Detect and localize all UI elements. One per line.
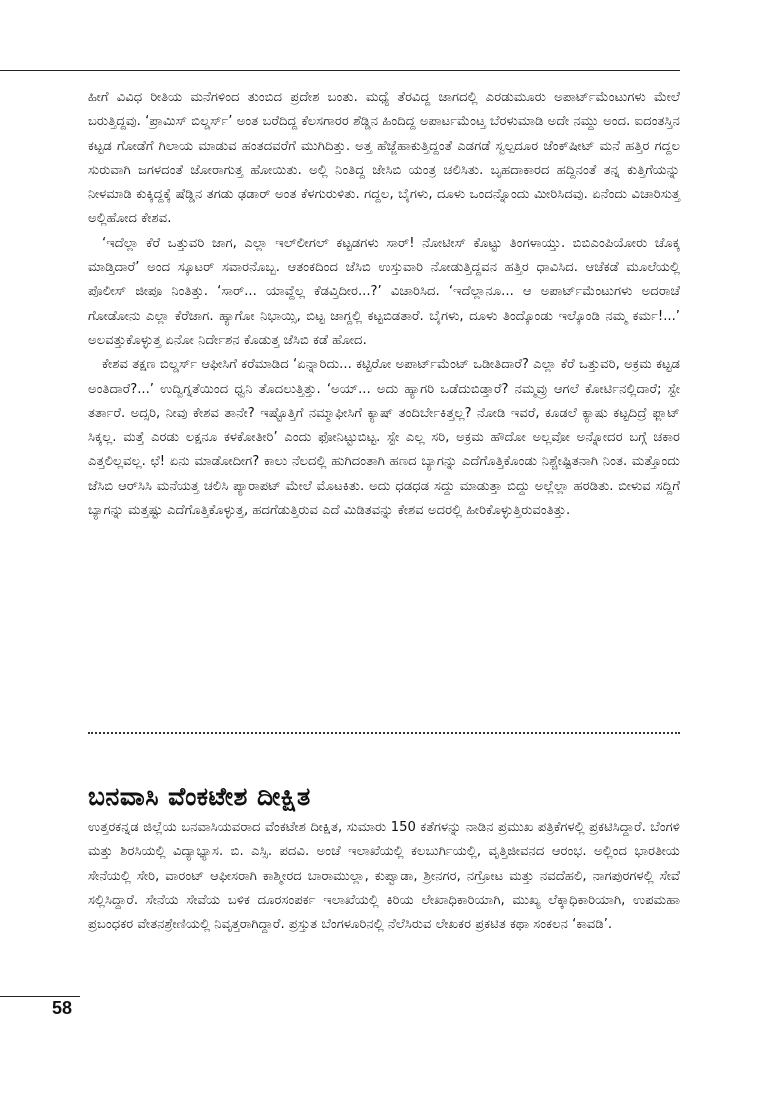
top-rule bbox=[0, 70, 680, 71]
story-body bbox=[88, 86, 680, 523]
author-bio-text: ಉತ್ತರಕನ್ನಡ ಜಿಲ್ಲೆಯ ಬನವಾಸಿಯವರಾದ ವೆಂಕಟೇಶ ದೀಕ್ಷಿತ, ಸುಮಾರು 150 ಕತೆಗಳನ್ನು ನಾಡಿನ ಪ್ರಮುಖ ಪತ್ರಿಕೆಗಳಲ್ಲಿ ಪ್ರಕಟಿಸಿದ್ದಾರೆ. ಬೆಂಗಳಿ ಮತ್ತು ಶಿರಸಿಯಲ್ಲಿ ವಿದ್ಯಾಭ್ಯಾಸ. ಬಿ. ಎಸ್ಸಿ. ಪದವಿ. ಅಂಚೆ ಇಲಾಖೆಯಲ್ಲಿ ಕಲಬುರ್ಗಿಯಲ್ಲಿ, ವೃತ್ತಿಜೀವನದ ಆರಂಭ. ಅಲ್ಲಿಂದ ಭಾರತೀಯ ಸೇನೆಯಲ್ಲಿ ಸೇರಿ, ವಾರಂಟ್ ಆಫೀಸರಾಗಿ ಕಾಶ್ಮೀರದ ಬಾರಾಮುಲ್ಲಾ, ಕುಪ್ವಾಡಾ, ಶ್ರೀನಗರ, ನಗ್ರೋಟ ಮತ್ತು ನವದೆಹಲಿ, ನಾಗಪುರಗಳಲ್ಲಿ ಸೇವೆ ಸಲ್ಲಿಸಿದ್ದಾರೆ. ಸೇನೆಯ ಸೇವೆಯ ಬಳಿಕ ದೂರಸಂಪರ್ಕ ಇಲಾಖೆಯಲ್ಲಿ ಕಿರಿಯ ಲೇಖಾಧಿಕಾರಿಯಾಗಿ, ಮುಖ್ಯ ಲೆಕ್ಕಾಧಿಕಾರಿಯಾಗಿ, ಉಪಮಹಾ ಪ್ರಬಂಧಕರ ವೇತನಶ್ರೇಣಿಯಲ್ಲಿ ನಿವೃತ್ತರಾಗಿದ್ದಾರೆ. ಪ್ರಸ್ತುತ ಬೆಂಗಳೂರಿನಲ್ಲಿ ನೆಲೆಸಿರುವ ಲೇಖಕರ ಪ್ರಕಟಿತ ಕಥಾ ಸಂಕಲನ ‘ಕಾವಡಿ’. bbox=[88, 820, 680, 933]
section-divider bbox=[88, 732, 680, 734]
author-bio bbox=[88, 816, 680, 937]
page-number: 58 bbox=[52, 998, 73, 1018]
story-paragraph: ಕೇಶವ ತಕ್ಷಣ ಬಿಲ್ಡರ್ಸ್ ಆಫೀಸಿಗೆ ಕರೆಮಾಡಿದ ‘ಏನ್ನಾರಿದು... ಕಟ್ಟಿರೋ ಅಪಾರ್ಟ್‌ಮೆಂಟ್ ಒಡೀತಿದಾರೆ? ಎಲ್ಲಾ ಕೆರೆ ಒತ್ತುವರಿ, ಅಕ್ರಮ ಕಟ್ಟಡ ಅಂತಿದಾರೆ?...’ ಉದ್ವಿಗ್ನತೆಯಿಂದ ಧ್ವನಿ ತೊದಲುತ್ತಿತ್ತು. ‘ಅಯ್... ಅದು ಹ್ಯಾಗರಿ ಒಡೆದುಬಿಡ್ತಾರೆ? ನಮ್ಮವ್ರು ಆಗಲೆ ಕೋರ್ಟಿನಲ್ಲಿದಾರೆ; ಸ್ಟೇ ತರ್ತಾರೆ. ಅದ್ಸರಿ, ನೀವು ಕೇಶವ ತಾನೇ? ಇಷ್ಟೊತ್ತಿಗೆ ನಮ್ಮಾಫೀಸಿಗೆ ಕ್ಯಾಷ್ ತಂದಿರ್ಬೇಕಿತ್ತಲ್ಲ? ನೋಡಿ ಇವರೆ, ಕೂಡಲೆ ಕ್ಯಾಷು ಕಟ್ಟದಿದ್ರೆ ಫ್ಲಾಟ್ ಸಿಕ್ಕಲ್ಲ. ಮತ್ತೆ ಎರಡು ಲಕ್ಷನೂ ಕಳಕೋತೀರಿ’ ಎಂದು ಫೋನಿಟ್ಟುಬಿಟ್ಟ. ಸ್ಟೇ ಎಲ್ಲ ಸರಿ, ಅಕ್ರಮ ಹೌದೋ ಅಲ್ಲವೋ ಅನ್ನೋದರ ಬಗ್ಗೆ ಚಕಾರ ಎತ್ತಲಿಲ್ಲವಲ್ಲ. ಛೆ! ಏನು ಮಾಡೋದೀಗ? ಕಾಲು ನೆಲದಲ್ಲಿ ಹುಗಿದಂತಾಗಿ ಹಣದ ಬ್ಯಾಗನ್ನು ಎದೆಗೊತ್ತಿಕೊಂಡು ನಿಶ್ಚೇಷ್ಟಿತನಾಗಿ ನಿಂತ. ಮತ್ತೊಂದು ಜೆಸಿಬಿ ಆರ್‌ಸಿಸಿ ಮನೆಯತ್ತ ಚಲಿಸಿ ಪ್ಯಾರಾಪಟ್ ಮೇಲೆ ಮೊಟಕಿತು. ಅದು ಧಡಧಡ ಸದ್ದು ಮಾಡುತ್ತಾ ಬಿದ್ದು ಅಲ್ಲೆಲ್ಲಾ ಹರಡಿತು. ಬೀಳುವ ಸದ್ದಿಗೆ ಬ್ಯಾಗನ್ನು ಮತ್ತಷ್ಟು ಎದೆಗೊತ್ತಿಕೊಳ್ಳುತ್ತ, ಹದಗೆಡುತ್ತಿರುವ ಎದೆ ಮಿಡಿತವನ್ನು ಕೇಶವ ಅದರಲ್ಲಿ ಹೀರಿಕೊಳ್ಳುತ್ತಿರುವಂತಿತ್ತು. bbox=[88, 357, 681, 519]
author-heading: ಬನವಾಸಿ ವೆಂಕಟೇಶ ದೀಕ್ಷಿತ bbox=[88, 782, 311, 811]
story-paragraph: ‘ಇದೆಲ್ಲಾ ಕೆರೆ ಒತ್ತುವರಿ ಜಾಗ, ಎಲ್ಲಾ ಇಲ್‌ಲೀಗಲ್ ಕಟ್ಟಡಗಳು ಸಾರ್! ನೋಟೀಸ್ ಕೊಟ್ಟು ತಿಂಗಳಾಯ್ತು. ಬಿಬಿಎಂಪಿಯೋರು ಚೊಕ್ಕ ಮಾಡ್ತಿದಾರೆ’ ಅಂದ ಸ್ಕೂಟರ್ ಸವಾರನೊಬ್ಬ. ಆತಂಕದಿಂದ ಜೆಸಿಬಿ ಉಸ್ತುವಾರಿ ನೋಡುತ್ತಿದ್ದವನ ಹತ್ತಿರ ಧಾವಿಸಿದ. ಆಚೆಕಡೆ ಮೂಲೆಯಲ್ಲಿ ಪೊಲೀಸ್ ಜೀಪೂ ನಿಂತಿತ್ತು. ‘ಸಾರ್... ಯಾವ್ದೆಲ್ಲ ಕೆಡವ್ತಿದೀರ...?’ ವಿಚಾರಿಸಿದ. ‘ಇದೆಲ್ಲಾನೂ... ಆ ಅಪಾರ್ಟ್‌ಮೆಂಟುಗಳು ಅದರಾಚೆ ಗೋಡೋನು ಎಲ್ಲಾ ಕೆರೆಜಾಗ. ಹ್ಯಾಗೋ ನಿಭಾಯ್ಸಿ, ಬಿಟ್ಟ ಜಾಗ್ದಲ್ಲಿ ಕಟ್ಟಬಿಡತಾರೆ. ಬೈಗಳು, ದೂಳು ತಿಂದ್ಕೊಂಡು ಇಲ್ಕೊಂಡಿ ನಮ್ಮ ಕರ್ಮ!...’ ಅಲವತ್ತುಕೊಳ್ಳುತ್ತ ಏನೋ ನಿರ್ದೇಶನ ಕೊಡುತ್ತ ಜೆಸಿಬಿ ಕಡೆ ಹೋದ. bbox=[88, 235, 680, 348]
page-number-rule bbox=[0, 996, 80, 997]
story-paragraph: ಹೀಗೆ ವಿವಿಧ ರೀತಿಯ ಮನೆಗಳಿಂದ ತುಂಬಿದ ಪ್ರದೇಶ ಬಂತು. ಮಧ್ಯೆ ತೆರವಿದ್ದ ಜಾಗದಲ್ಲಿ ಎರಡುಮೂರು ಅಪಾರ್ಟ್‌ಮೆಂಟುಗಳು ಮೇಲೆ ಬರುತ್ತಿದ್ದವು. ‘ಪ್ರಾಮಿಸ್ ಬಿಲ್ಡರ್ಸ್’ ಅಂತ ಬರೆದಿದ್ದ ಕೆಲಸಗಾರರ ಶೆಡ್ಡಿನ ಹಿಂದಿದ್ದ ಅಪಾರ್ಟ‌ಮೆಂಟ್ತ ಬೆರಳುಮಾಡಿ ಅದೇ ನಮ್ದು ಅಂದ. ಐದಂತಸ್ತಿನ ಕಟ್ಟಡ ಗೋಡೆಗೆ ಗಿಲಾಯ ಮಾಡುವ ಹಂತದವರೆಗೆ ಮುಗಿದಿತ್ತು. ಅತ್ತ ಹೆಜ್ಜೆಹಾಕುತ್ತಿದ್ದಂತೆ ಎಡಗಡೆ ಸ್ವಲ್ಪದೂರ ಜೆಂಕ್‌ಷೀಟ್ ಮನೆ ಹತ್ತಿರ ಗದ್ದಲ ಸುರುವಾಗಿ ಜಗಳದಂತೆ ಜೋರಾಗುತ್ತ ಹೋಯಿತು. ಅಲ್ಲಿ ನಿಂತಿದ್ದ ಜೇಸಿಬಿ ಯಂತ್ರ ಚಲಿಸಿತು. ಬೃಹದಾಕಾರದ ಹದ್ದಿನಂತೆ ತನ್ನ ಕುತ್ತಿಗೆಯನ್ನು ನೀಳಮಾಡಿ ಕುಕ್ಕಿದ್ದಕ್ಕೆ ಷೆಡ್ಡಿನ ತಗಡು ಢಡಾರ್ ಅಂತ ಕೆಳಗುರುಳಿತು. ಗದ್ದಲ, ಬೈಗಳು, ದೂಳು ಒಂದನ್ನೊಂದು ಮೀರಿಸಿದವು. ಏನೆಂದು ವಿಚಾರಿಸುತ್ತ ಅಲ್ಲಿಹೋದ ಕೇಶವ. bbox=[88, 90, 680, 227]
